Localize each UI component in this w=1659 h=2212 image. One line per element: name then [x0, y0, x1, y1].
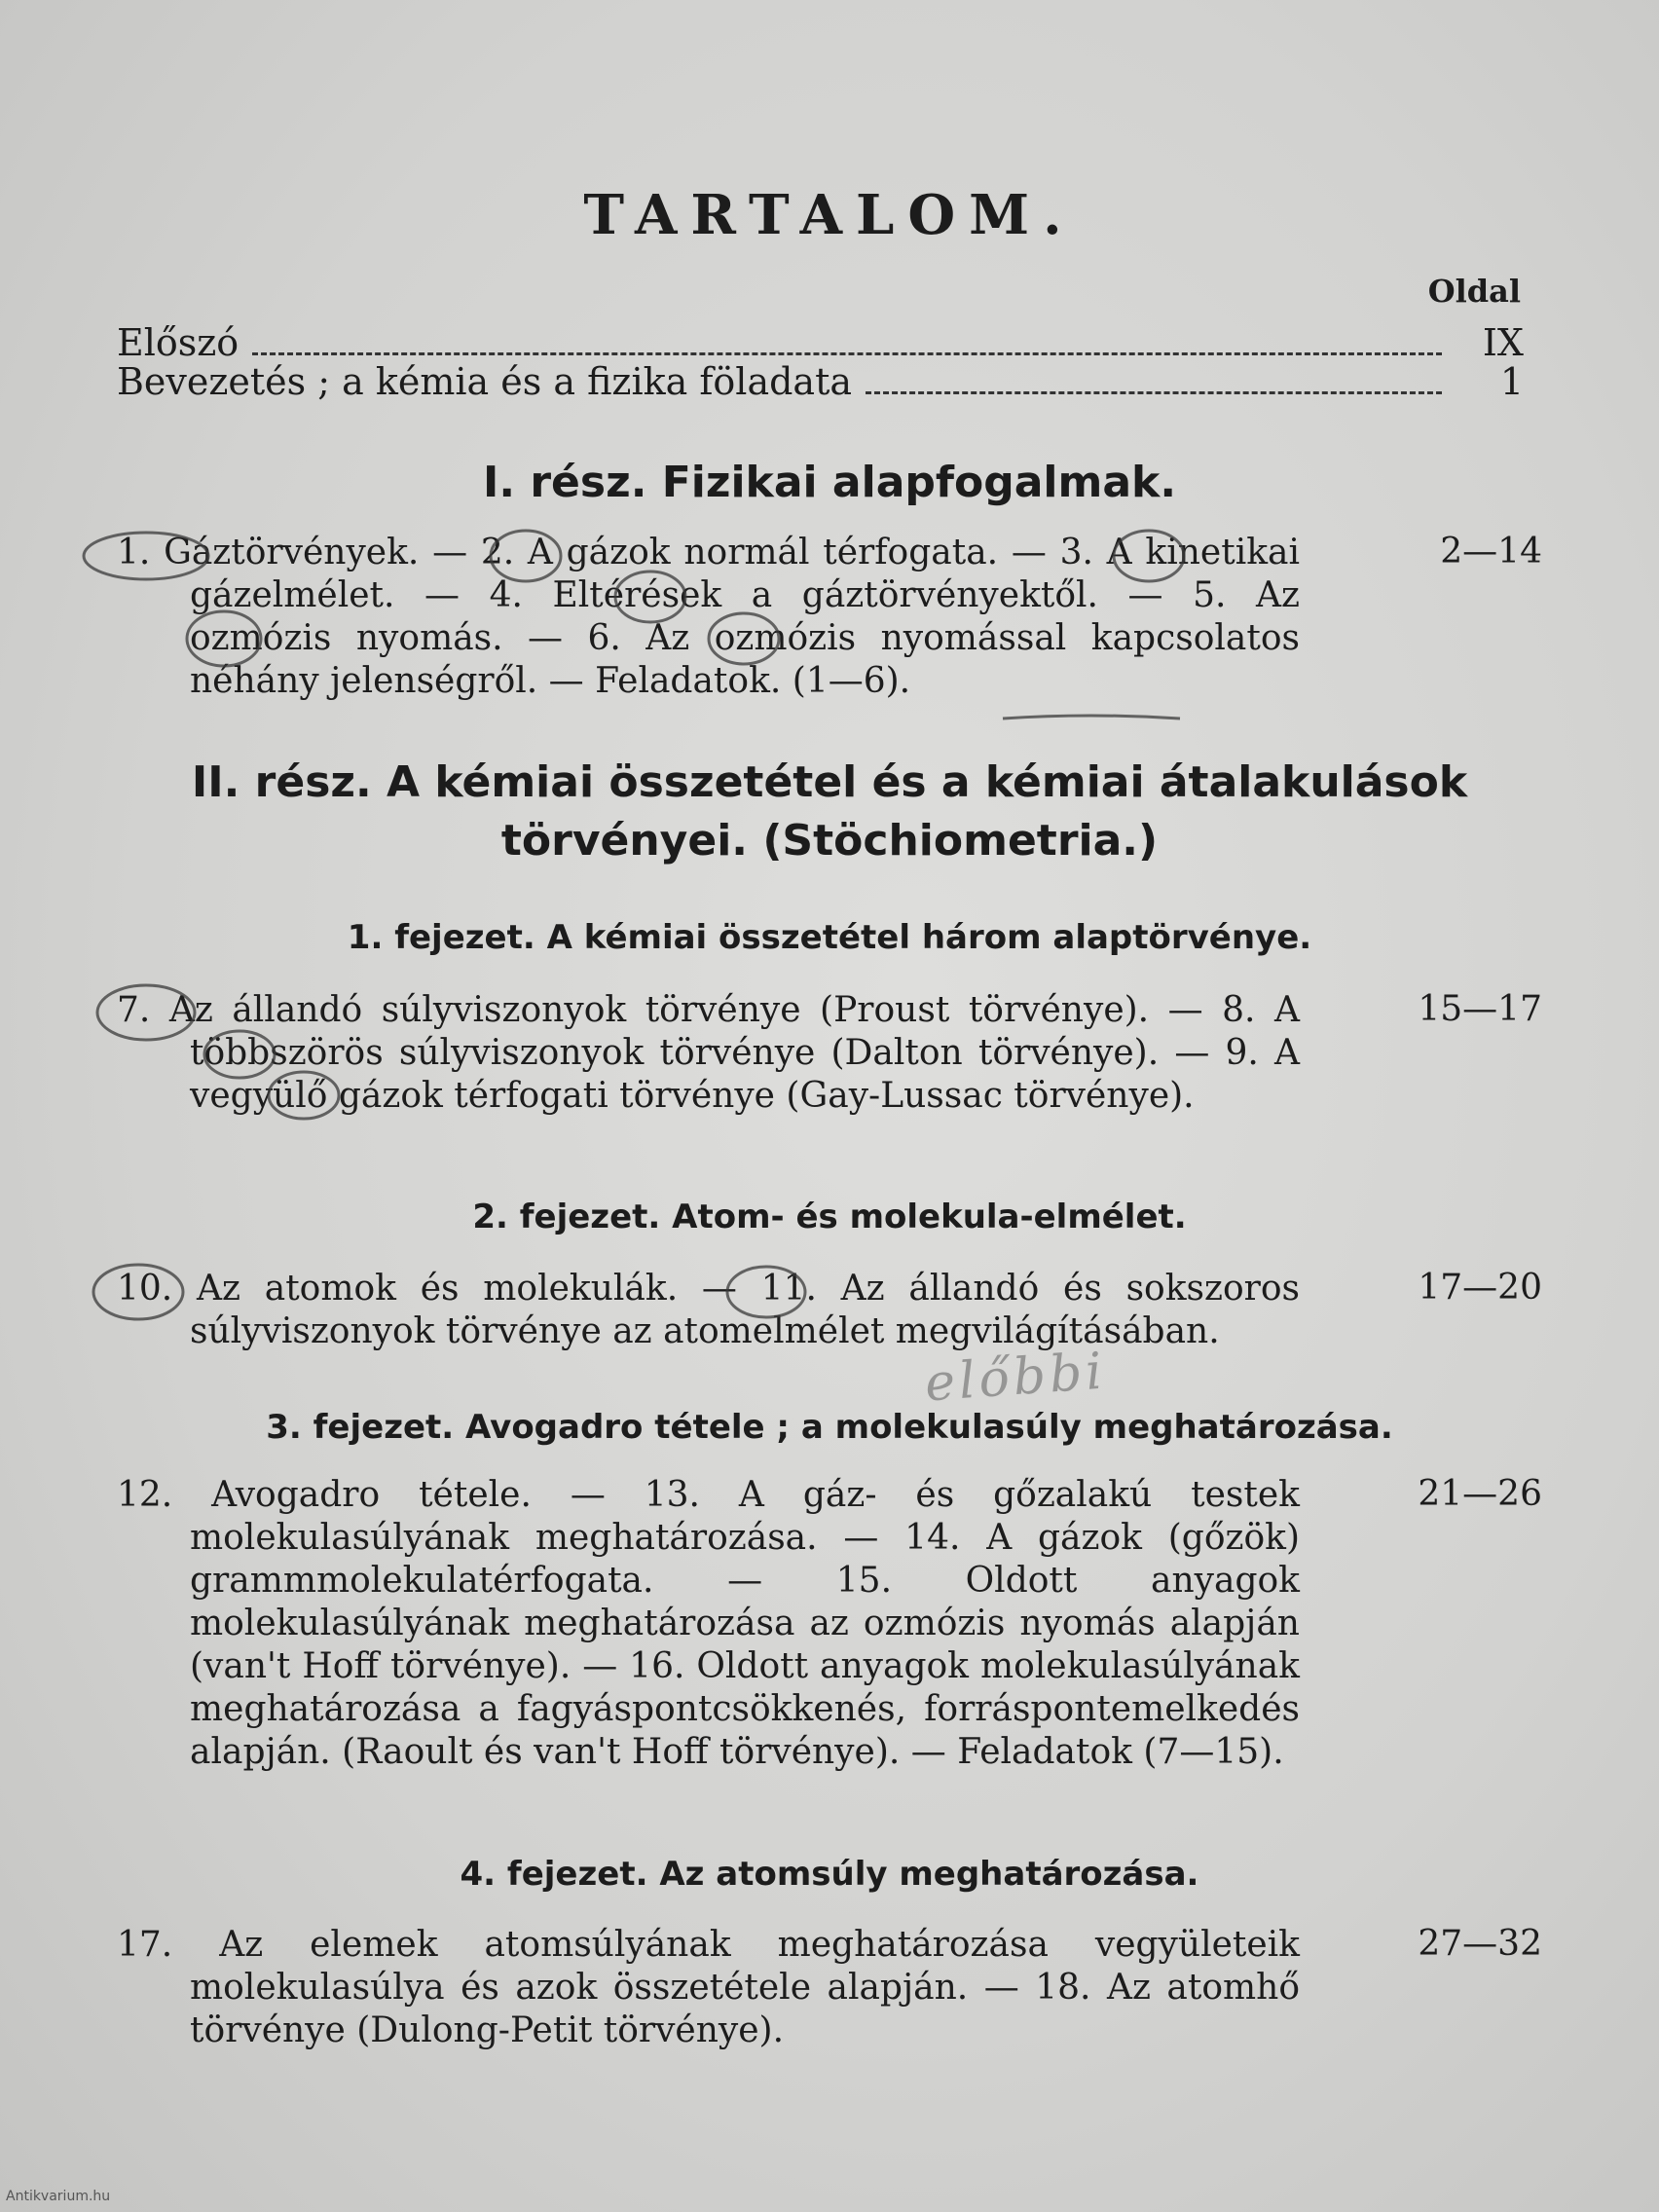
page-title: TARTALOM. — [583, 183, 1076, 247]
toc-row-bevezetes[interactable] — [117, 360, 1524, 403]
toc-entry-chapter3[interactable]: 12. Avogadro tétele. — 13. A gáz- és gőzalakú testek molekulasúlyának meghatározása. — 14. A gázok (gőzök) grammmolekulatérfogata. — 15. Oldott anyagok molekulasúlyának meghatározása az ozmózis nyomás alapján (van't Hoff törvénye). — 16. Oldott anyagok molekulasúlyának meghatározása a fagyáspontcsökkenés, forráspontemelkedés alapján. (Raoult és van't Hoff törvénye). — Feladatok (7—15). — [117, 1475, 1300, 1772]
toc-page-number: 1 — [1499, 360, 1524, 403]
chapter-heading-2: 2. fejezet. Atom- és molekula-elmélet. — [472, 1198, 1187, 1236]
toc-label: Előszó — [117, 321, 240, 364]
toc-label: Bevezetés ; a kémia és a fizika föladata — [117, 360, 853, 403]
toc-entry-chapter4[interactable]: 17. Az elemek atomsúlyának meghatározása vegyületeik molekulasúlya és azok összetétele alapján. — 18. Az atomhő törvénye (Dulong-Petit törvénye). — [117, 1925, 1300, 2050]
dotted-leader — [252, 352, 1442, 355]
watermark: Antikvarium.hu — [6, 2189, 111, 2204]
toc-page-range: 17—20 — [1418, 1268, 1542, 1308]
pencil-underline-mark — [1003, 716, 1180, 719]
chapter-heading-3: 3. fejezet. Avogadro tétele ; a molekulasúly meghatározása. — [266, 1408, 1393, 1447]
toc-entry-part1[interactable]: 1. Gáztörvények. — 2. A gázok normál térfogata. — 3. A kinetikai gázelmélet. — 4. Eltérések a gáztörvényektől. — 5. Az ozmózis nyomás. — 6. Az ozmózis nyomással kapcsolatos néhány jelenségről. — Feladatok. (1—6). — [117, 533, 1300, 701]
part-heading-1: I. rész. Fizikai alapfogalmak. — [482, 458, 1177, 507]
chapter-heading-1: 1. fejezet. A kémiai összetétel három alaptörvénye. — [347, 918, 1312, 957]
toc-page-range: 21—26 — [1418, 1474, 1542, 1514]
handwritten-note: előbbi — [923, 1342, 1108, 1414]
toc-page-range: 15—17 — [1418, 989, 1542, 1029]
toc-page-range: 2—14 — [1440, 532, 1542, 571]
toc-entry-chapter2[interactable]: 10. Az atomok és molekulák. — 11. Az állandó és sokszoros súlyviszonyok törvénye az atomelmélet megvilágításában. — [117, 1269, 1300, 1351]
toc-page-range: 27—32 — [1418, 1924, 1542, 1964]
page-column-header: Oldal — [1427, 273, 1521, 310]
chapter-heading-4: 4. fejezet. Az atomsúly meghatározása. — [460, 1855, 1199, 1894]
part-heading-2: II. rész. A kémiai összetétel és a kémiai átalakulások törvényei. (Stöchiometria.) — [191, 757, 1468, 866]
toc-row-eloszo[interactable] — [117, 321, 1524, 364]
toc-entry-chapter1[interactable]: 7. Az állandó súlyviszonyok törvénye (Proust törvénye). — 8. A többszörös súlyviszonyok törvénye (Dalton törvénye). — 9. A vegyülő gázok térfogati törvénye (Gay-Lussac törvénye). — [117, 990, 1300, 1116]
toc-page-number: IX — [1482, 321, 1524, 364]
dotted-leader — [866, 391, 1442, 394]
